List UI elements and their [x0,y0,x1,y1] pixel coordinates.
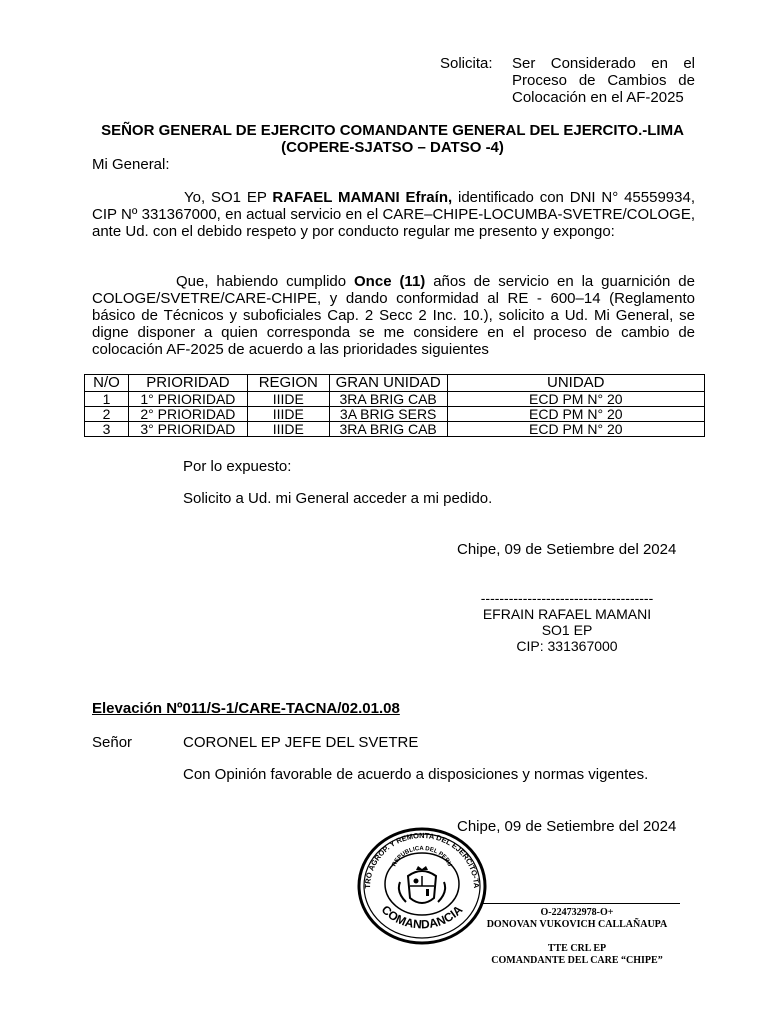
signature-block-commander [470,907,684,967]
signature-rule: ------------------------------------- [480,590,654,606]
seal-outer-text: TRO AGROP. Y REMONTA DEL EJERCITO-TA [362,830,482,889]
cell-unidad: ECD PM N° 20 [447,392,704,407]
cell-unidad: ECD PM N° 20 [447,407,704,422]
para1-post: identificado con DNI N° 45559934, CIP Nº 331367000, en actual servicio en el CARE–CHIPE-LOCUMBA-SVETRE/COLOGE, ante Ud. con el debido respeto y por conducto regular me presento y expongo: [92,189,695,240]
recipient-label: Señor [92,734,133,751]
opinion-text: Con Opinión favorable de acuerdo a disposiciones y normas vigentes. [183,766,649,783]
cell-no: 1 [85,392,129,407]
official-seal [356,826,488,946]
cell-gran-unidad: 3RA BRIG CAB [329,392,447,407]
header-no: N/O [85,375,129,392]
subject-text: Ser Considerado en el Proceso de Cambios de Colocación en el AF-2025 [512,55,695,106]
table-row [85,407,705,422]
commander-name: DONOVAN VUKOVICH CALLAÑAUPA [486,919,668,930]
salutation: Mi General: [92,156,170,173]
commander-post: COMANDANTE DEL CARE “CHIPE” [491,955,663,966]
para2-post: años de servicio en la guarnición de COLOGE/SVETRE/CARE-CHIPE, y dando conformidad al RE - 600–14 (Reglamento básico de Técnicos y suboficiales Cap. 2 Secc 2 Inc. 10.), solicito a Ud. Mi General, se digne disponer a quien corresponda se me considere en el proceso de cambio de colocación AF-2025 de acuerdo a las prioridades siguientes [92,273,695,358]
header-region: REGION [247,375,329,392]
signer-cip: CIP: 331367000 [516,638,618,654]
priority-table [84,374,705,437]
applicant-name: RAFAEL MAMANI Efraín, [272,189,453,206]
cell-unidad: ECD PM N° 20 [447,422,704,437]
paragraph-identification [92,189,695,240]
cell-prioridad: 1° PRIORIDAD [128,392,247,407]
commander-rank: TTE CRL EP [547,943,607,954]
header-gran-unidad: GRAN UNIDAD [329,375,447,392]
recipient: CORONEL EP JEFE DEL SVETRE [183,734,419,751]
closing-expuesto: Por lo expuesto: [183,458,292,475]
coat-of-arms-icon [399,866,445,903]
cell-region: IIIDE [247,392,329,407]
seal-bottom-text: COMANDANCIA [378,902,466,932]
addressee [85,122,700,156]
cell-gran-unidad: 3A BRIG SERS [329,407,447,422]
seal-inner-text: REPUBLICA DEL PERU [391,845,453,868]
date-applicant: Chipe, 09 de Setiembre del 2024 [457,541,677,558]
cell-prioridad: 2° PRIORIDAD [128,407,247,422]
cell-region: IIIDE [247,407,329,422]
signer-rank: SO1 EP [541,622,593,638]
paragraph-request [92,273,695,358]
date-commander: Chipe, 09 de Setiembre del 2024 [457,818,677,835]
cell-prioridad: 3° PRIORIDAD [128,422,247,437]
commander-code: O-224732978-O+ [540,907,614,918]
addressee-line-1: SEÑOR GENERAL DE EJERCITO COMANDANTE GENERAL DEL EJERCITO.-LIMA [101,122,684,139]
years-of-service: Once (11) [354,273,426,290]
table-row [85,392,705,407]
svg-text:CENTRO AGROP. Y REMONTA DEL EJ [356,826,481,889]
header-unidad: UNIDAD [447,375,704,392]
header-prioridad: PRIORIDAD [128,375,247,392]
cell-no: 3 [85,422,129,437]
para2-pre: Que, habiendo cumplido [176,273,355,290]
svg-text:REPUBLICA DEL PERU [392,846,453,868]
seal-icon [356,826,488,946]
subject-label: Solicita: [440,55,493,72]
table-row [85,422,705,437]
cell-no: 2 [85,407,129,422]
cell-region: IIIDE [247,422,329,437]
table-header-row [85,375,705,392]
commander-signature-rule [482,903,680,904]
closing-request: Solicito a Ud. mi General acceder a mi pedido. [183,490,493,507]
addressee-line-2: (COPERE-SJATSO – DATSO -4) [281,139,504,156]
cell-gran-unidad: 3RA BRIG CAB [329,422,447,437]
elevation-reference: Elevación Nº011/S-1/CARE-TACNA/02.01.08 [92,700,400,717]
svg-text:COMANDANCIA [379,902,466,931]
para1-pre: Yo, SO1 EP [184,189,273,206]
signature-block-applicant [460,590,674,654]
signer-name: EFRAIN RAFAEL MAMANI [482,606,652,622]
